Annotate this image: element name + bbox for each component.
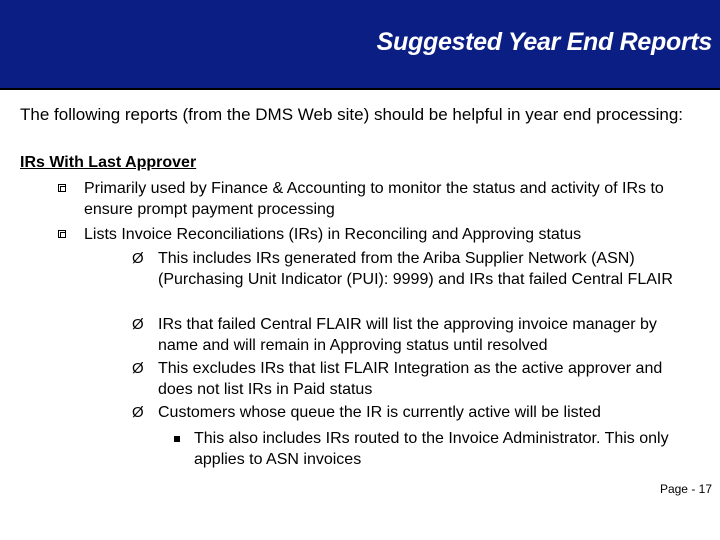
list-item-text: This includes IRs generated from the Ariba Supplier Network (ASN) (Purchasing Unit Indicator (PUI): 9999) and IRs that failed Central FLAIR	[158, 250, 673, 288]
header-bar	[0, 0, 720, 90]
list-item-text: Lists Invoice Reconciliations (IRs) in Reconciling and Approving status	[84, 226, 582, 243]
square-bullet-icon	[58, 230, 66, 238]
square-bullet-icon	[58, 184, 66, 192]
list-item-text: Primarily used by Finance & Accounting to monitor the status and activity of IRs to ensure prompt payment processing	[84, 180, 664, 218]
list-item	[132, 402, 698, 423]
slide-title: Suggested Year End Reports	[376, 28, 712, 56]
section-heading: IRs With Last Approver	[20, 154, 197, 171]
arrow-bullet-icon: Ø	[132, 250, 144, 267]
filled-square-bullet-icon	[174, 436, 180, 442]
list-item	[84, 178, 704, 220]
list-item	[194, 428, 704, 470]
list-item-text: This excludes IRs that list FLAIR Integration as the active approver and does not list IRs in Paid status	[158, 360, 663, 398]
intro-paragraph: The following reports (from the DMS Web site) should be helpful in year end processing:	[20, 105, 684, 124]
list-item	[132, 248, 698, 290]
list-item	[132, 358, 698, 400]
page-number: Page - 17	[659, 482, 712, 496]
list-item-text: Customers whose queue the IR is currently active will be listed	[158, 404, 601, 421]
arrow-bullet-icon: Ø	[132, 360, 144, 377]
list-item-text: IRs that failed Central FLAIR will list the approving invoice manager by name and will remain in Approving status until resolved	[158, 316, 657, 354]
arrow-bullet-icon: Ø	[132, 404, 144, 421]
list-item-text: This also includes IRs routed to the Invoice Administrator. This only applies to ASN invoices	[194, 430, 669, 468]
arrow-bullet-icon: Ø	[132, 316, 144, 333]
list-item	[84, 224, 704, 245]
list-item	[132, 314, 698, 356]
